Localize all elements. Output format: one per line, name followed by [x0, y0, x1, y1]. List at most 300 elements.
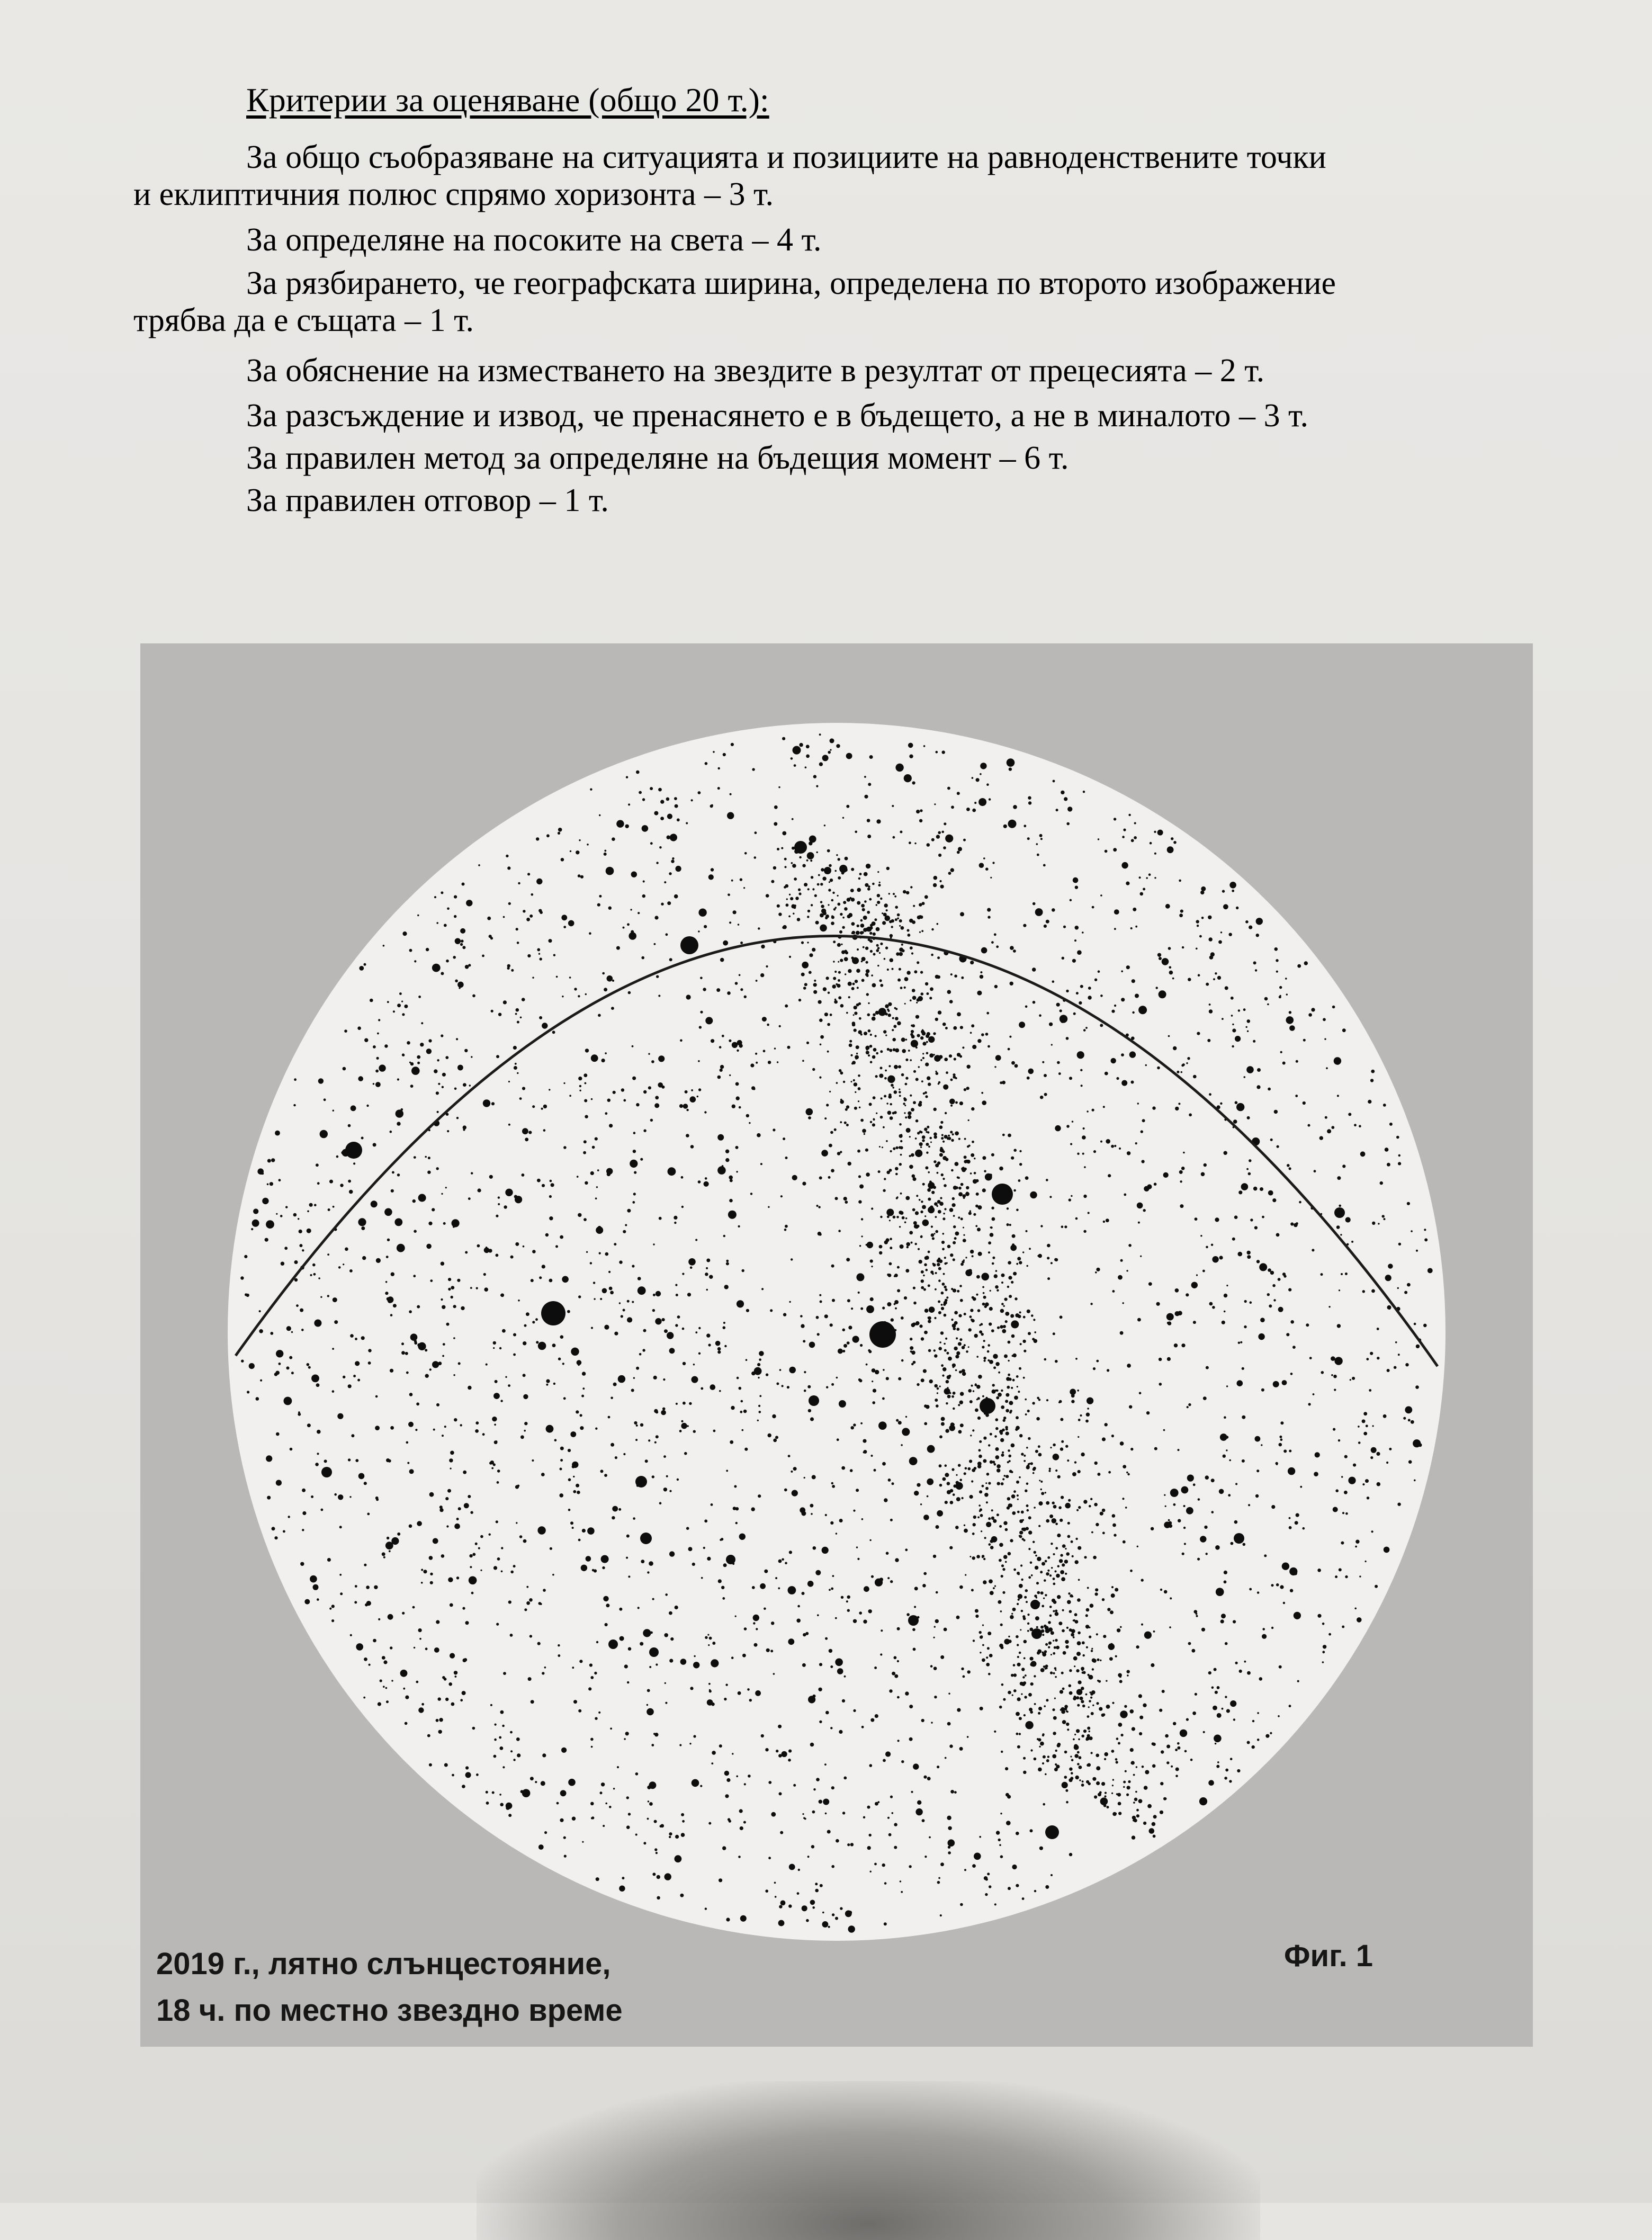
star	[1074, 1665, 1075, 1667]
criteria-item: За определяне на посоките на света – 4 т.	[246, 222, 822, 258]
star	[755, 1053, 757, 1055]
star	[1080, 1414, 1082, 1417]
star	[1025, 1589, 1028, 1592]
star	[875, 1579, 883, 1587]
star	[944, 1388, 950, 1394]
star	[866, 1051, 869, 1054]
star	[983, 857, 985, 859]
star	[860, 919, 863, 922]
star	[1137, 1546, 1138, 1547]
star	[756, 1062, 758, 1064]
star	[461, 1306, 464, 1310]
star	[1363, 1432, 1367, 1436]
star	[1025, 1490, 1027, 1492]
star	[927, 1131, 929, 1133]
star	[1087, 1587, 1089, 1589]
star	[761, 1734, 764, 1737]
star	[896, 1197, 898, 1199]
star	[921, 930, 923, 932]
star	[1025, 1006, 1028, 1008]
star	[1133, 908, 1136, 911]
star	[794, 764, 796, 767]
star	[953, 1026, 957, 1030]
star	[647, 1708, 654, 1716]
star	[984, 1305, 987, 1308]
star	[591, 1746, 593, 1748]
star	[943, 1273, 945, 1275]
star	[327, 1295, 329, 1297]
star	[470, 1287, 472, 1289]
star	[1112, 1290, 1115, 1293]
star	[476, 1287, 478, 1289]
star	[1089, 1627, 1090, 1628]
star	[1278, 1715, 1280, 1717]
star	[965, 1257, 967, 1258]
star	[740, 1915, 747, 1922]
star	[960, 1183, 964, 1186]
star	[320, 1296, 322, 1298]
star	[957, 1013, 961, 1017]
star	[863, 1816, 865, 1818]
star	[909, 1737, 913, 1741]
star	[955, 1131, 959, 1135]
star	[782, 1385, 784, 1387]
star	[1289, 1705, 1291, 1707]
star	[1287, 1164, 1290, 1167]
star	[526, 1312, 529, 1316]
star	[999, 1543, 1003, 1547]
star	[924, 1309, 929, 1313]
star	[1370, 1079, 1373, 1082]
star	[893, 1216, 896, 1219]
star	[1018, 1179, 1021, 1182]
star	[1075, 1620, 1079, 1624]
star	[1030, 1749, 1032, 1751]
star	[881, 1097, 883, 1099]
star	[797, 918, 801, 921]
star	[834, 1000, 838, 1004]
star	[1008, 1276, 1012, 1279]
star	[890, 958, 893, 962]
star	[930, 987, 933, 991]
star	[1221, 1614, 1226, 1618]
star	[1037, 1255, 1039, 1257]
star	[880, 1067, 883, 1069]
star	[434, 896, 436, 898]
star	[625, 1732, 629, 1735]
star	[898, 1065, 901, 1069]
star	[274, 1536, 277, 1539]
star	[496, 1254, 499, 1257]
star	[986, 1012, 989, 1015]
star	[349, 1190, 353, 1194]
star	[604, 1474, 607, 1477]
star	[1074, 1461, 1076, 1463]
star	[683, 1362, 686, 1365]
star	[824, 1013, 828, 1016]
star	[984, 1876, 987, 1880]
star	[1013, 1272, 1017, 1276]
star	[909, 755, 913, 758]
star	[1053, 1578, 1055, 1580]
star	[1043, 1598, 1045, 1599]
star	[648, 1086, 651, 1089]
star	[1071, 1540, 1073, 1543]
star	[858, 1200, 861, 1203]
star	[291, 1372, 294, 1374]
star	[819, 1233, 822, 1235]
star	[1055, 1750, 1057, 1752]
star	[625, 1224, 627, 1226]
star	[1242, 1459, 1245, 1463]
star	[792, 818, 794, 820]
star	[844, 907, 848, 911]
star	[867, 835, 871, 838]
star	[1180, 910, 1183, 913]
star	[975, 1409, 978, 1412]
star	[1124, 1194, 1126, 1196]
star	[636, 1103, 639, 1106]
star	[601, 1555, 609, 1563]
star	[369, 1664, 371, 1666]
star	[1067, 1522, 1070, 1525]
star	[1238, 1190, 1242, 1194]
star	[577, 1491, 580, 1494]
star	[310, 1274, 312, 1276]
star	[600, 1470, 604, 1473]
star	[1143, 1704, 1146, 1707]
star	[1247, 1019, 1251, 1023]
star	[897, 913, 900, 917]
star	[1112, 1514, 1116, 1518]
star	[654, 1848, 657, 1851]
star	[953, 1215, 955, 1217]
star	[674, 797, 677, 800]
star	[421, 1022, 423, 1024]
star	[1173, 841, 1177, 844]
star	[409, 1310, 412, 1313]
star	[1096, 1781, 1100, 1785]
star	[1071, 1633, 1074, 1637]
star	[660, 817, 664, 820]
star	[653, 1733, 656, 1735]
star	[462, 1607, 465, 1610]
star	[660, 800, 664, 803]
star	[640, 1642, 643, 1646]
star	[804, 883, 807, 886]
star	[991, 1509, 993, 1511]
star	[1215, 972, 1217, 974]
star	[1008, 1134, 1011, 1137]
star	[1054, 1698, 1056, 1699]
star	[974, 1853, 981, 1860]
star	[1069, 1768, 1072, 1771]
star	[682, 1328, 685, 1330]
star	[802, 1663, 806, 1667]
star	[996, 1289, 999, 1292]
star	[951, 1468, 954, 1471]
star	[755, 1690, 761, 1696]
star	[462, 1785, 465, 1788]
star	[1328, 1633, 1331, 1636]
star	[1129, 1051, 1136, 1058]
star	[780, 1831, 783, 1834]
star	[560, 1468, 562, 1471]
star	[252, 1220, 259, 1227]
star	[417, 915, 419, 916]
star	[1019, 1531, 1023, 1535]
star	[402, 1612, 405, 1615]
star	[987, 908, 991, 912]
star	[735, 1146, 739, 1149]
star	[1023, 825, 1026, 827]
star	[373, 1083, 374, 1085]
star	[650, 787, 653, 790]
star	[483, 1273, 486, 1276]
star	[1053, 1553, 1055, 1555]
star	[879, 952, 881, 954]
star	[1253, 1187, 1258, 1191]
star	[720, 958, 724, 962]
star	[924, 895, 928, 899]
star	[1204, 1526, 1207, 1529]
star	[855, 1091, 856, 1093]
star	[425, 1647, 428, 1650]
star	[1235, 1483, 1237, 1485]
star	[271, 1158, 275, 1162]
star	[552, 1031, 555, 1034]
star	[723, 1235, 725, 1237]
star	[681, 1833, 685, 1837]
star	[578, 1709, 581, 1713]
star	[1111, 1145, 1114, 1148]
star	[951, 1139, 954, 1142]
star	[317, 1182, 320, 1185]
star	[806, 1919, 809, 1922]
star	[988, 1673, 991, 1675]
star	[1304, 961, 1308, 965]
star	[816, 1316, 819, 1319]
star	[1135, 1791, 1137, 1793]
star	[1234, 1520, 1238, 1524]
star	[902, 1049, 906, 1053]
star	[1013, 1189, 1016, 1192]
star	[882, 921, 886, 925]
star	[1256, 934, 1259, 937]
star	[503, 1672, 506, 1675]
star	[580, 1414, 582, 1417]
star	[1366, 1424, 1368, 1427]
star	[1017, 1499, 1019, 1500]
star	[1224, 1571, 1227, 1574]
star	[1224, 1580, 1227, 1583]
star	[1045, 1773, 1047, 1776]
star	[1096, 1633, 1098, 1635]
star	[266, 1455, 272, 1462]
star	[1209, 1003, 1211, 1006]
star	[1123, 829, 1126, 831]
star	[938, 1311, 941, 1314]
star	[1019, 1717, 1022, 1720]
star	[992, 862, 994, 864]
star	[1056, 1574, 1060, 1578]
star	[1145, 1064, 1147, 1066]
star	[832, 1913, 834, 1916]
star	[1003, 1417, 1007, 1420]
star	[1217, 1686, 1220, 1689]
star	[1152, 1106, 1155, 1109]
star	[307, 1211, 309, 1213]
star	[386, 1256, 389, 1258]
star	[926, 992, 929, 995]
star	[951, 1395, 954, 1398]
star	[841, 1596, 843, 1599]
star	[950, 1131, 953, 1133]
star	[1013, 949, 1016, 953]
star	[849, 913, 852, 917]
star	[519, 1535, 523, 1538]
star	[973, 1523, 976, 1526]
star	[897, 1740, 900, 1742]
star	[921, 1080, 923, 1082]
star	[1032, 1541, 1035, 1543]
star	[875, 1035, 877, 1037]
star	[505, 1376, 507, 1378]
star	[259, 1310, 261, 1312]
star	[801, 973, 805, 976]
star	[1004, 1298, 1008, 1301]
star	[876, 1052, 878, 1055]
star	[638, 1277, 641, 1280]
star	[1069, 1691, 1073, 1695]
star	[1005, 1528, 1008, 1531]
star	[387, 1001, 389, 1003]
star	[578, 1077, 582, 1080]
star	[462, 946, 465, 949]
star	[538, 909, 542, 912]
star	[964, 1155, 967, 1159]
star	[1077, 1704, 1080, 1707]
star	[1036, 1597, 1037, 1598]
star	[833, 908, 836, 911]
star	[950, 973, 953, 975]
star	[734, 1485, 737, 1488]
star	[1042, 1762, 1044, 1764]
star	[1032, 902, 1036, 906]
star	[561, 858, 564, 862]
star	[759, 1358, 761, 1361]
star	[432, 1208, 435, 1211]
star	[871, 1455, 873, 1457]
star	[642, 825, 649, 832]
star	[856, 931, 860, 935]
star	[927, 1032, 930, 1036]
star	[904, 774, 912, 782]
star	[717, 1350, 721, 1354]
star	[1019, 1733, 1021, 1735]
star	[726, 1262, 729, 1265]
star	[744, 852, 747, 855]
star	[913, 1177, 917, 1181]
star	[936, 1525, 939, 1529]
star	[1030, 1829, 1033, 1832]
star	[538, 1602, 542, 1605]
star	[1088, 987, 1091, 990]
star	[789, 1551, 792, 1554]
star	[1012, 1379, 1015, 1382]
star	[969, 1315, 972, 1318]
star	[653, 1294, 656, 1296]
star	[351, 1105, 356, 1111]
star	[577, 1360, 582, 1365]
star	[901, 1891, 903, 1893]
star	[553, 1383, 555, 1385]
star	[1193, 1075, 1197, 1079]
star	[723, 1563, 727, 1567]
star	[1092, 1659, 1096, 1663]
star	[736, 1776, 738, 1778]
star	[877, 894, 880, 897]
star	[713, 1430, 716, 1432]
star	[1001, 1405, 1004, 1409]
star	[460, 943, 463, 946]
star	[937, 1161, 940, 1164]
star	[463, 1083, 466, 1087]
star	[669, 1348, 675, 1354]
star	[642, 894, 645, 898]
star	[1064, 1560, 1068, 1563]
star	[1078, 1436, 1079, 1438]
star	[570, 1431, 576, 1437]
star	[471, 1172, 473, 1174]
star	[715, 1341, 721, 1346]
star	[848, 1325, 852, 1329]
star	[1009, 1470, 1012, 1473]
star	[972, 1864, 976, 1868]
star	[941, 1307, 944, 1310]
star	[493, 1393, 500, 1399]
star	[359, 966, 364, 971]
star	[782, 831, 786, 836]
star	[914, 1224, 918, 1229]
star	[802, 1592, 805, 1595]
star	[1160, 1782, 1163, 1785]
star	[1362, 1290, 1365, 1293]
star	[957, 1290, 959, 1293]
star	[344, 1029, 347, 1033]
star	[1023, 1771, 1026, 1774]
star	[480, 1535, 483, 1538]
star-chart-figure	[140, 643, 1533, 2047]
star	[876, 1113, 877, 1114]
star	[556, 1802, 559, 1805]
star	[937, 1172, 939, 1174]
star	[778, 1725, 782, 1728]
star	[1125, 1770, 1127, 1772]
star	[1255, 1436, 1261, 1442]
star	[982, 1659, 985, 1662]
star	[1405, 1406, 1412, 1414]
star	[366, 1105, 369, 1107]
star	[387, 1239, 390, 1241]
star	[1244, 1661, 1246, 1663]
star	[986, 1473, 990, 1476]
star	[409, 1525, 412, 1528]
star	[880, 898, 882, 900]
star	[1087, 1408, 1089, 1410]
star	[842, 926, 845, 929]
star	[631, 872, 637, 877]
